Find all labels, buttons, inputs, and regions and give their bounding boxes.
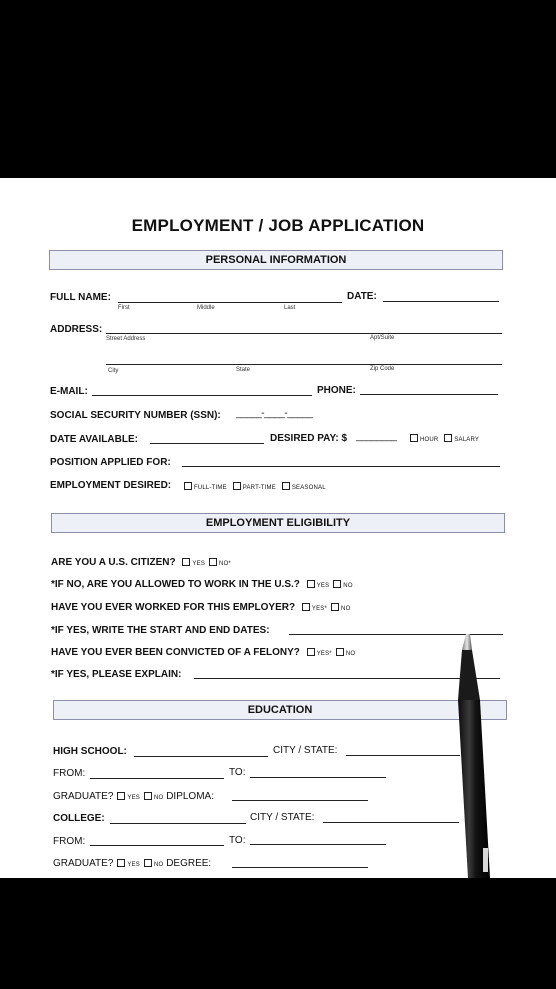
dates-field[interactable] [289,634,503,635]
degree-field[interactable] [232,867,368,868]
college-graduate-label: GRADUATE? [53,858,114,869]
desired-pay-label: DESIRED PAY: $ [270,433,348,444]
position-field[interactable] [182,466,500,467]
worked-no-checkbox[interactable] [331,603,339,611]
citizen-question [51,557,231,568]
section-employment-eligibility: EMPLOYMENT ELIGIBILITY [51,513,505,533]
worked-yes-label: YES* [311,606,328,612]
employment-type-options [180,482,326,491]
allowed-no-checkbox[interactable] [333,580,341,588]
position-label: POSITION APPLIED FOR: [50,457,171,468]
section-personal-information: PERSONAL INFORMATION [49,250,503,270]
allowed-yes-label: YES [316,583,330,589]
college-from-label: FROM: [53,836,86,847]
worked-question [51,602,350,613]
college-to-field[interactable] [250,844,386,845]
felony-question [51,647,355,658]
full-name-field[interactable] [118,302,342,303]
citizen-no-checkbox[interactable] [209,558,217,566]
allowed-no-label: NO [343,583,353,589]
employment-desired-label: EMPLOYMENT DESIRED: [50,480,172,491]
citizen-no-label: NO* [219,561,231,567]
hs-graduate-yes-label: YES [127,795,140,801]
explain-field[interactable] [194,678,500,679]
date-available-field[interactable] [150,443,264,444]
felony-label: HAVE YOU EVER BEEN CONVICTED OF A FELONY? [51,647,300,658]
apt-caption: Apt/Suite [370,335,395,341]
email-field[interactable] [92,395,312,396]
salary-checkbox[interactable] [444,434,452,442]
hs-city-state-field[interactable] [346,755,460,756]
city-state-zip-field[interactable] [106,364,502,365]
seasonal-checkbox[interactable] [282,482,290,490]
hs-graduate-yes-checkbox[interactable] [117,792,125,800]
worked-yes-checkbox[interactable] [302,603,310,611]
ssn-field[interactable]: _____-____-_____ [236,408,313,419]
dates-label: *IF YES, WRITE THE START AND END DATES: [51,625,270,636]
form-title: EMPLOYMENT / JOB APPLICATION [131,216,425,235]
pay-period-options [406,434,479,443]
first-caption: First [118,305,130,311]
part-time-checkbox[interactable] [233,482,241,490]
diploma-label: DIPLOMA: [166,791,214,802]
felony-no-checkbox[interactable] [336,648,344,656]
zip-caption: Zip Code [370,366,395,372]
degree-label: DEGREE: [166,858,212,869]
hour-checkbox[interactable] [410,434,418,442]
full-time-checkbox[interactable] [184,482,192,490]
felony-yes-label: YES* [316,651,332,657]
date-field[interactable] [383,301,499,302]
full-name-label: FULL NAME: [50,292,111,303]
citizen-yes-label: YES [192,561,206,567]
high-school-field[interactable] [134,756,268,757]
college-graduate-yes-label: YES [127,862,140,868]
college-from-field[interactable] [90,845,224,846]
allowed-label: *IF NO, ARE YOU ALLOWED TO WORK IN THE U.S.? [51,579,300,590]
hs-graduate-row [53,791,214,802]
phone-field[interactable] [360,394,498,395]
last-caption: Last [284,305,296,311]
full-time-label: FULL-TIME [194,485,227,491]
college-graduate-no-label: NO [154,862,164,868]
hs-graduate-label: GRADUATE? [53,791,114,802]
hs-from-field[interactable] [90,778,224,779]
hs-graduate-no-checkbox[interactable] [144,792,152,800]
college-label: COLLEGE: [53,813,105,824]
college-field[interactable] [110,823,246,824]
salary-option-label: SALARY [454,437,480,443]
explain-label: *IF YES, PLEASE EXPLAIN: [51,669,182,680]
seasonal-label: SEASONAL [291,485,326,491]
street-caption: Street Address [106,336,146,342]
part-time-label: PART-TIME [242,485,276,491]
high-school-label: HIGH SCHOOL: [53,746,127,757]
hs-city-state-label: CITY / STATE: [273,745,338,756]
city-caption: City [108,368,119,374]
college-graduate-no-checkbox[interactable] [144,859,152,867]
desired-pay-field[interactable]: ________ [356,431,397,442]
section-education: EDUCATION [53,700,507,720]
felony-no-label: NO [345,651,356,657]
college-graduate-row [53,858,211,869]
felony-yes-checkbox[interactable] [307,648,315,656]
address-label: ADDRESS: [50,324,103,335]
college-graduate-yes-checkbox[interactable] [117,859,125,867]
worked-no-label: NO [341,606,351,612]
college-to-label: TO: [229,835,246,846]
street-address-field[interactable] [106,333,502,334]
application-form [0,178,556,878]
college-city-state-field[interactable] [323,822,459,823]
email-label: E-MAIL: [50,386,88,397]
diploma-field[interactable] [232,800,368,801]
allowed-question [51,579,353,590]
state-caption: State [236,367,251,373]
hour-option-label: HOUR [420,437,439,443]
hs-to-field[interactable] [250,777,386,778]
middle-caption: Middle [197,305,215,311]
college-city-state-label: CITY / STATE: [250,812,315,823]
date-label: DATE: [347,291,377,302]
allowed-yes-checkbox[interactable] [307,580,315,588]
worked-label: HAVE YOU EVER WORKED FOR THIS EMPLOYER? [51,602,296,613]
citizen-label: ARE YOU A U.S. CITIZEN? [51,557,176,568]
phone-label: PHONE: [317,385,356,396]
date-available-label: DATE AVAILABLE: [50,434,138,445]
hs-to-label: TO: [229,767,246,778]
ssn-label: SOCIAL SECURITY NUMBER (SSN): [50,410,221,421]
citizen-yes-checkbox[interactable] [182,558,190,566]
hs-graduate-no-label: NO [154,795,164,801]
hs-from-label: FROM: [53,768,86,779]
